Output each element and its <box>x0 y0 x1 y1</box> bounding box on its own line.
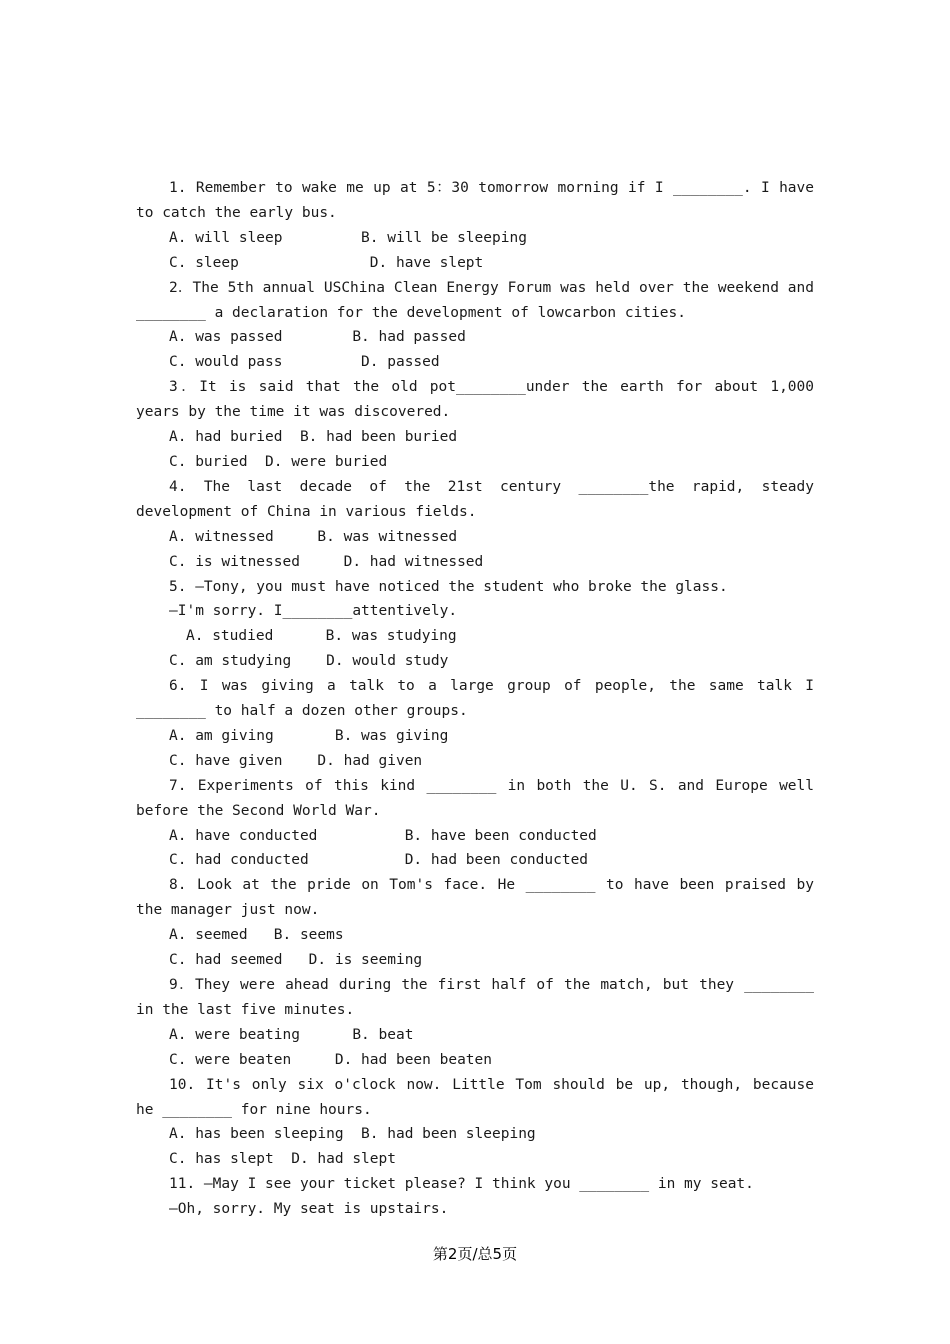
answer-options: C. had conducted D. had been conducted <box>169 852 589 869</box>
answer-options: C. sleep D. have slept <box>169 254 484 271</box>
answer-options: C. would pass D. passed <box>169 354 440 371</box>
question-stem: 4. The last decade of the 21st century ________the rapid, steady development of China in various fields. <box>136 478 814 520</box>
answer-options: C. had seemed D. is seeming <box>169 952 423 969</box>
question-stem: 5. —Tony, you must have noticed the student who broke the glass. <box>169 578 728 595</box>
question-list <box>136 176 814 1222</box>
answer-options: C. were beaten D. had been beaten <box>169 1051 493 1068</box>
answer-options: A. had buried B. had been buried <box>169 429 458 446</box>
question-stem: 7. Experiments of this kind ________ in both the U. S. and Europe well before the Second World War. <box>136 777 814 819</box>
page-number-footer: 第2页/总5页 <box>432 1245 518 1263</box>
answer-options: A. has been sleeping B. had been sleeping <box>169 1126 536 1143</box>
dialogue-reply: —Oh, sorry. My seat is upstairs. <box>169 1201 449 1218</box>
question-stem: 3．It is said that the old pot________under the earth for about 1,000 years by the time it was discovered. <box>136 379 814 421</box>
question-stem: 8. Look at the pride on Tom's face. He ________ to have been praised by the manager just now. <box>136 877 814 919</box>
question-stem: 11. —May I see your ticket please? I think you ________ in my seat. <box>169 1176 754 1193</box>
answer-options: C. buried D. were buried <box>169 453 388 470</box>
answer-options: A. studied B. was studying <box>186 628 457 645</box>
answer-options: A. was passed B. had passed <box>169 329 466 346</box>
answer-options: A. were beating B. beat <box>169 1026 414 1043</box>
question-stem: 6. I was giving a talk to a large group of people, the same talk I ________ to half a dozen other groups. <box>136 678 814 720</box>
answer-options: A. witnessed B. was witnessed <box>169 528 458 545</box>
answer-options: A. am giving B. was giving <box>169 727 449 744</box>
question-stem: 9．They were ahead during the first half of the match, but they ________ in the last five minutes. <box>136 977 814 1018</box>
question-stem: 10. It's only six o'clock now. Little Tom should be up, though, because he ________ for nine hours. <box>136 1076 814 1118</box>
answer-options: C. have given D. had given <box>169 752 423 769</box>
answer-options: C. am studying D. would study <box>169 653 449 670</box>
answer-options: C. is witnessed D. had witnessed <box>169 553 484 570</box>
question-stem: 2．The 5th annual USChina Clean Energy Forum was held over the weekend and ________ a declaration for the development of lowcarbon cities. <box>136 279 814 321</box>
answer-options: C. has slept D. had slept <box>169 1151 396 1168</box>
dialogue-reply: —I'm sorry. I________attentively. <box>169 603 458 620</box>
answer-options: A. seemed B. seems <box>169 927 344 944</box>
question-stem: 1. Remember to wake me up at 5：30 tomorrow morning if I ________. I have to catch the early bus. <box>136 180 814 221</box>
answer-options: A. have conducted B. have been conducted <box>169 827 597 844</box>
answer-options: A. will sleep B. will be sleeping <box>169 229 527 246</box>
